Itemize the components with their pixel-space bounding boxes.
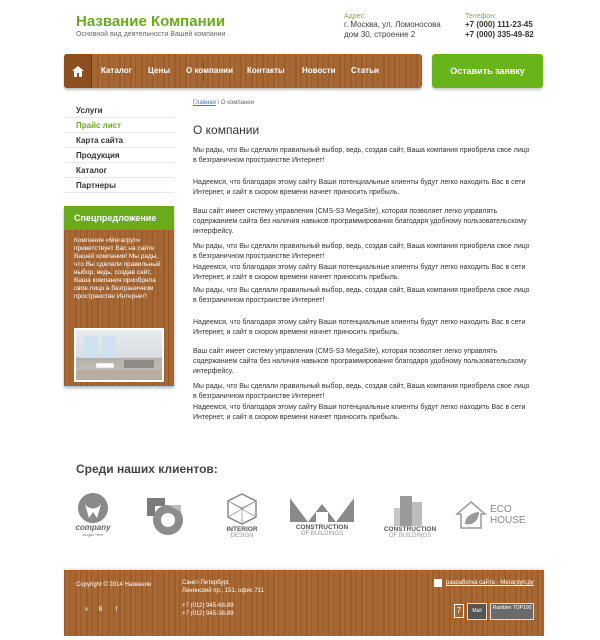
paragraph: Мы рады, что Вы сделали правильный выбор, ведь, создав сайт, Ваша компания приобрела свое лицо в безграничном пространстве Интернет! — [193, 287, 530, 304]
sidebar-item-catalog[interactable]: Каталог — [64, 163, 174, 178]
megagroup-logo-icon — [434, 579, 442, 587]
breadcrumb-current: О компании — [220, 100, 254, 106]
company-name[interactable]: Название Компании — [76, 13, 226, 30]
paragraph: Мы рады, что Вы сделали правильный выбор, ведь, создав сайт, Ваша компания приобрела свое лицо в безграничном пространстве Интернет! — [193, 383, 530, 400]
special-offer-title: Спецпредложение — [64, 206, 174, 230]
client-logo-swirl[interactable] — [140, 492, 188, 538]
phone-1: +7 (000) 111-23-45 — [465, 20, 533, 29]
social-b-icon[interactable]: B — [98, 607, 103, 613]
breadcrumb-home-link[interactable]: Главная — [193, 100, 216, 106]
header-phones — [465, 13, 534, 40]
footer-address-line-1: Санкт-Петербург, — [182, 580, 230, 586]
buildings-icon — [390, 492, 430, 526]
home-button[interactable] — [64, 54, 92, 88]
nav-item-prices[interactable]: Цены — [148, 66, 171, 75]
sidebar-item-pricelist[interactable]: Прайс лист — [64, 118, 174, 133]
rambler-counter-badge[interactable]: Rambler TOP100 — [490, 603, 534, 620]
special-offer-image[interactable] — [74, 328, 164, 382]
client-logo-sub: DESIGN — [230, 533, 254, 539]
client-logo-eco-house[interactable] — [455, 500, 531, 530]
client-logo-name: CONSTRUCTION — [295, 524, 349, 531]
developer-link[interactable]: разработка сайта - Мегагруп.ру — [446, 580, 534, 586]
paragraph: Мы рады, что Вы сделали правильный выбор, ведь, создав сайт, Ваша компания приобрела свое лицо в безграничном пространстве Интернет! — [193, 147, 530, 164]
nav-item-contacts[interactable]: Контакты — [247, 66, 285, 75]
sidebar-item-sitemap[interactable]: Карта сайта — [64, 133, 174, 148]
special-offer-text: Компания «Мегагруп» приветствует Вас на сайте Вашей компании! Мы рады, что Вы сделали правильный выбор, ведь, создав сайт, Ваша компания приобрела свое лицо в безграничном пространстве Интернет! — [74, 237, 161, 300]
client-logo-interior-design[interactable] — [220, 492, 264, 540]
construction-roof-icon — [288, 492, 356, 524]
client-logo-sub: slogan here — [82, 532, 104, 537]
company-logo-icon — [77, 492, 109, 524]
page-title: О компании — [193, 123, 260, 137]
footer-phone-1: +7 (012) 945-68-89 — [182, 603, 234, 609]
mail-counter-badge[interactable]: Mail — [467, 603, 487, 620]
client-logo-name: CONSTRUCTION — [383, 526, 437, 533]
breadcrumb-separator: \ — [217, 100, 220, 106]
breadcrumb — [193, 100, 533, 106]
nav-item-news[interactable]: Новости — [302, 66, 336, 75]
eco-house-text — [490, 504, 526, 526]
sidebar-item-products[interactable]: Продукция — [64, 148, 174, 163]
phone-2: +7 (000) 335-49-82 — [465, 30, 534, 39]
paragraph: Ваш сайт имеет систему управления (CMS-S3 MegaSite), которая позволяет легко управлять содержанием сайта без наличия навыков программирования благодаря удобному пользовательскому интерфейсу. — [193, 208, 527, 235]
social-vk-icon[interactable]: v — [85, 607, 88, 613]
footer-phone-2: +7 (012) 945-38-89 — [182, 611, 234, 617]
nav-item-articles[interactable]: Статьи — [351, 66, 379, 75]
footer-copyright: Copyright © 2014 Название — [76, 582, 152, 588]
swirl-logo-icon — [141, 492, 187, 538]
address-label: Адрес: — [344, 13, 366, 20]
client-logo-name: company — [75, 523, 111, 532]
company-tagline: Основной вид деятельности Вашей компании — [76, 31, 226, 38]
main-nav — [64, 54, 422, 88]
client-logo-sub: OF BUILDINGS — [388, 533, 432, 539]
paragraph: Надеемся, что благодаря этому сайту Ваши потенциальные клиенты будут легко находить Вас в сети Интернет, и сайт в скором времени начнет приносить прибыль. — [193, 319, 526, 336]
sidebar-item-services[interactable]: Услуги — [64, 103, 174, 118]
social-facebook-icon[interactable]: f — [115, 607, 118, 613]
home-icon — [72, 66, 84, 77]
header-address — [344, 13, 441, 40]
client-logo-name: ECO — [490, 504, 512, 515]
nav-item-about[interactable]: О компании — [186, 66, 233, 75]
client-logo-name: INTERIOR — [226, 526, 258, 533]
special-offer-panel — [64, 206, 174, 386]
client-logo-construction-1[interactable] — [286, 492, 358, 538]
client-logo-sub: OF BUILDINGS — [300, 531, 344, 537]
main-content — [193, 100, 533, 421]
footer-address-line-2: Ленинский пр., 151, офис 711 — [182, 588, 265, 594]
footer — [64, 570, 544, 636]
interior-photo-icon — [76, 330, 162, 380]
client-logo-construction-2[interactable] — [380, 492, 440, 540]
counter-icon[interactable]: 7 — [454, 604, 464, 618]
paragraph: Надеемся, что благодаря этому сайту Ваши потенциальные клиенты будут легко находить Вас в сети Интернет, и сайт в скором времени начнет приносить прибыль. — [193, 404, 526, 421]
sidebar-item-partners[interactable]: Партнеры — [64, 178, 174, 193]
client-logo-sub: HOUSE — [490, 515, 526, 526]
nav-item-catalog[interactable]: Каталог — [101, 66, 132, 75]
leave-request-button[interactable]: Оставить заявку — [432, 54, 543, 88]
sidebar-menu — [64, 103, 174, 193]
address-line-2: дом 30, строение 2 — [344, 30, 416, 39]
address-line-1: г. Москва, ул. Ломоносова — [344, 20, 441, 29]
phone-label: Телефон: — [465, 13, 496, 20]
interior-cube-icon — [225, 492, 259, 526]
paragraph: Надеемся, что благодаря этому сайту Ваши потенциальные клиенты будут легко находить Вас в сети Интернет, и сайт в скором времени начнет приносить прибыль. — [193, 264, 526, 281]
client-logo-company[interactable] — [74, 492, 112, 538]
paragraph: Надеемся, что благодаря этому сайту Ваши потенциальные клиенты будут легко находить Вас в сети Интернет, и сайт в скором времени начнет приносить прибыль. — [193, 179, 526, 196]
paragraph: Мы рады, что Вы сделали правильный выбор, ведь, создав сайт, Ваша компания приобрела свое лицо в безграничном пространстве Интернет! — [193, 243, 530, 260]
clients-title: Среди наших клиентов: — [76, 462, 218, 476]
paragraph: Ваш сайт имеет систему управления (CMS-S3 MegaSite), которая позволяет легко управлять содержанием сайта без наличия навыков программирования благодаря удобному пользовательскому интерфейсу. — [193, 348, 527, 375]
eco-leaf-icon — [455, 500, 487, 530]
